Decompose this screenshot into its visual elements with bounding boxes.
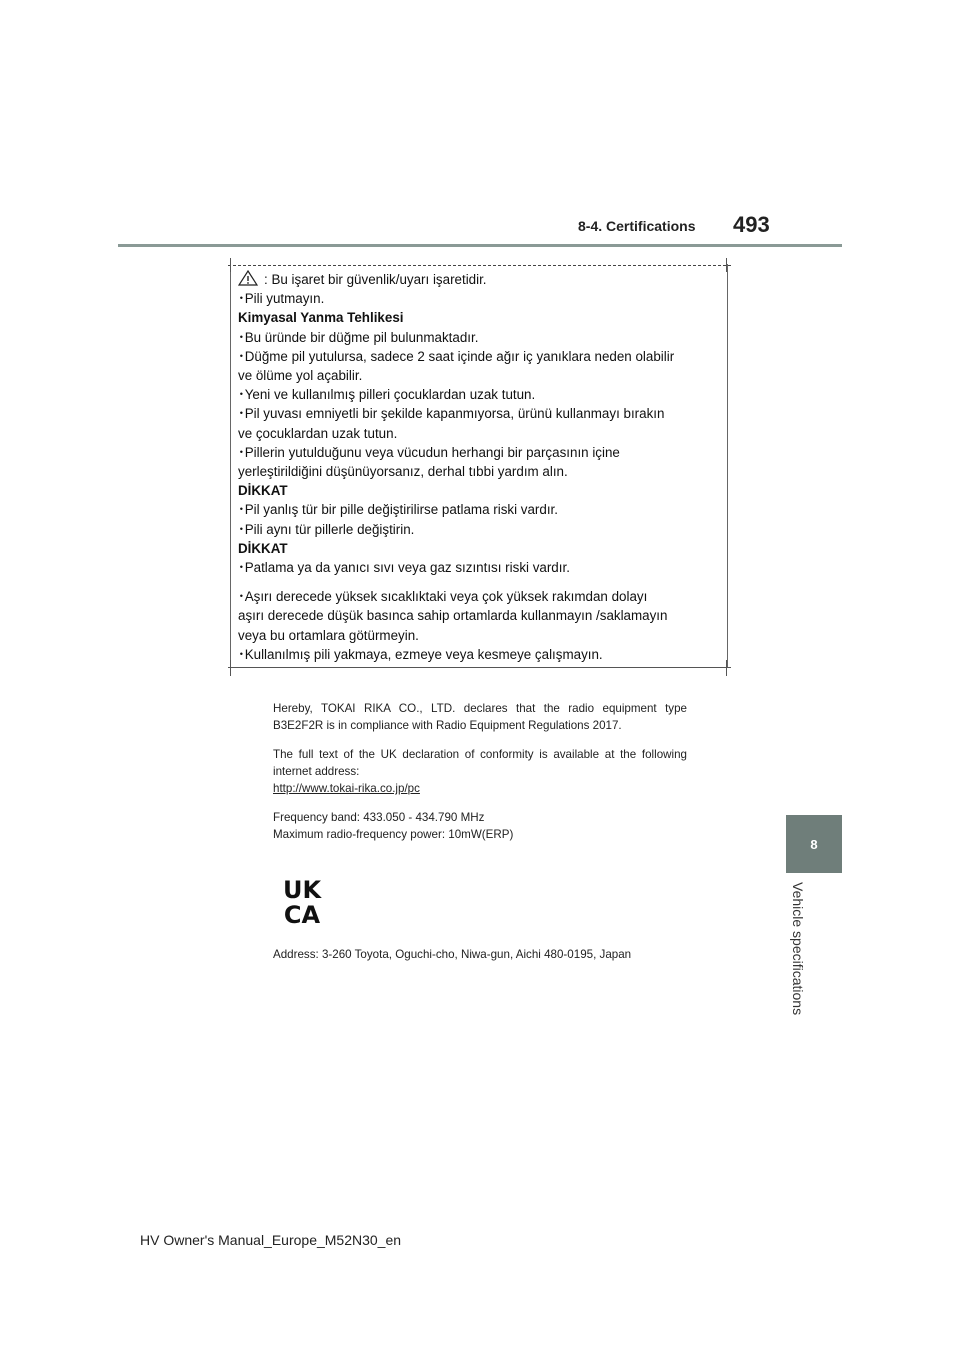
text-line: ･Patlama ya da yanıcı sıvı veya gaz sızıntısı riski vardır. <box>238 560 570 576</box>
declaration-link[interactable]: http://www.tokai-rika.co.jp/pc <box>273 782 420 795</box>
box-top-border <box>228 265 731 266</box>
box-bottom-border <box>228 667 731 668</box>
text-line: ･Pili aynı tür pillerle değiştirin. <box>238 521 415 537</box>
ukca-mark-line2: CA <box>283 901 321 926</box>
company-address: Address: 3-260 Toyota, Oguchi-cho, Niwa-gun, Aichi 480-0195, Japan <box>273 948 632 961</box>
chapter-label: Vehicle specifications <box>790 882 806 1016</box>
text-line <box>238 270 726 289</box>
caution-heading: DİKKAT <box>238 540 288 556</box>
subheading: Kimyasal Yanma Tehlikesi <box>238 310 404 326</box>
section-title: 8-4. Certifications <box>578 218 696 234</box>
warning-triangle-icon <box>238 270 258 286</box>
ukca-mark-line1: UK <box>282 876 322 904</box>
corner-tick <box>726 258 727 272</box>
text-line: ･Yeni ve kullanılmış pilleri çocuklardan uzak tutun. <box>238 387 536 403</box>
manual-footer: HV Owner's Manual_Europe_M52N30_en <box>140 1232 402 1248</box>
header-divider <box>118 244 842 247</box>
text-line: veya bu ortamlara götürmeyin. <box>238 627 419 643</box>
text-line: ･Bu üründe bir düğme pil bulunmaktadır. <box>238 329 479 345</box>
caution-heading: DİKKAT <box>238 483 288 499</box>
uk-declaration <box>273 700 687 843</box>
text-line: aşırı derecede düşük basınca sahip ortamlarda kullanmayın /saklamayın <box>238 608 668 624</box>
declaration-paragraph: Hereby, TOKAI RIKA CO., LTD. declares that the radio equipment type B3E2F2R is in compliance with Radio Equipment Regulations 2017. <box>273 702 687 732</box>
text-line: ･Pil yuvası emniyetli bir şekilde kapanmıyorsa, ürünü kullanmayı bırakın <box>238 406 665 422</box>
text-line: ･Kullanılmış pili yakmaya, ezmeye veya kesmeye çalışmayın. <box>238 646 603 662</box>
frequency-band: Frequency band: 433.050 - 434.790 MHz <box>273 811 485 824</box>
text-line: ･Pillerin yutulduğunu veya vücudun herhangi bir parçasının içine <box>238 444 620 460</box>
spacer <box>238 577 726 587</box>
chapter-tab[interactable] <box>786 815 842 873</box>
text-line: ve çocuklardan uzak tutun. <box>238 425 398 441</box>
corner-tick <box>230 660 231 676</box>
declaration-paragraph: The full text of the UK declaration of conformity is available at the following internet address: <box>273 748 687 778</box>
warning-symbol-meaning: : Bu işaret bir güvenlik/uyarı işaretidir. <box>264 272 487 287</box>
text-line: ･Düğme pil yutulursa, sadece 2 saat içinde ağır iç yanıklara neden olabilir <box>238 348 675 364</box>
text-line: yerleştirildiğini düşünüyorsanız, derhal tıbbi yardım alın. <box>238 464 568 480</box>
max-rf-power: Maximum radio-frequency power: 10mW(ERP) <box>273 828 514 841</box>
turkish-warning-text <box>238 270 726 664</box>
ukca-mark-icon <box>277 876 327 926</box>
text-line: ･Aşırı derecede yüksek sıcaklıktaki veya çok yüksek rakımdan dolayı <box>238 589 648 605</box>
corner-tick <box>726 660 727 676</box>
corner-tick <box>230 258 231 272</box>
page-number: 493 <box>733 212 770 237</box>
text-line: ･Pil yanlış tür bir pille değiştirilirse patlama riski vardır. <box>238 502 558 518</box>
text-line: ve ölüme yol açabilir. <box>238 368 363 384</box>
text-line: ･Pili yutmayın. <box>238 291 325 307</box>
chapter-number: 8 <box>810 836 818 852</box>
